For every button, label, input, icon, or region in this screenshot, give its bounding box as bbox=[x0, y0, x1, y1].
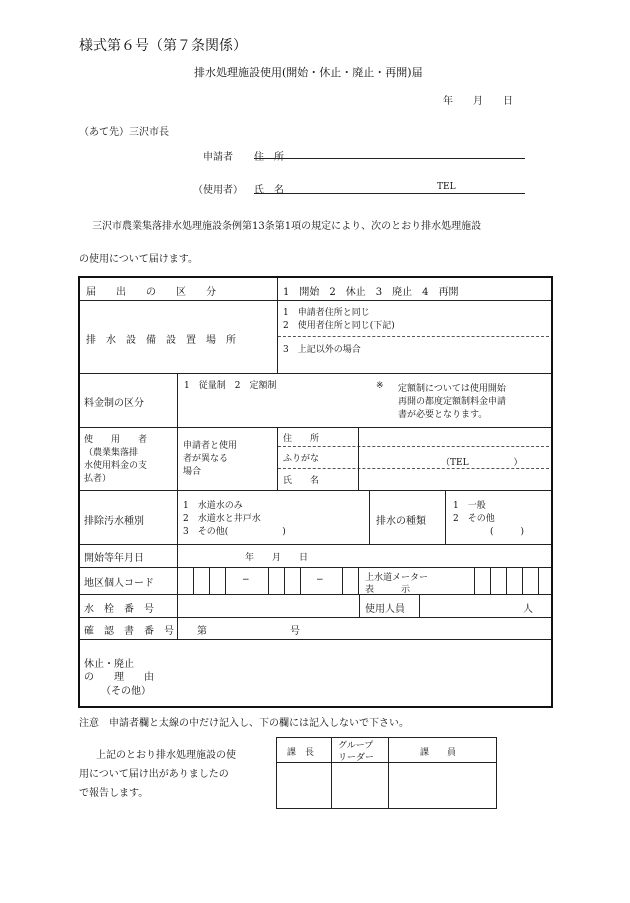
fee-options[interactable]: 1 従量制 2 定額制 bbox=[184, 381, 277, 391]
reason-label-1: 休止・廃止 bbox=[84, 659, 134, 670]
payer-cond-1: 申請者と使用 bbox=[183, 441, 238, 451]
reason-label-2: の 理 由 bbox=[84, 672, 154, 683]
footer-note: 注意 申請者欄と太線の中だけ記入し、下の欄には記入しないで下さい。 bbox=[79, 718, 409, 729]
address-line[interactable] bbox=[254, 158, 525, 159]
payer-cond-2: 者が異なる bbox=[183, 454, 229, 464]
report-line-2: 用について届け出がありましたの bbox=[79, 769, 229, 780]
sewage-option-2[interactable]: 2 水道水と井戸水 bbox=[183, 514, 261, 524]
sewage-label: 排除汚水種別 bbox=[84, 516, 144, 527]
report-line-3: で報告します。 bbox=[79, 788, 149, 799]
user-label: （使用者） bbox=[193, 185, 243, 196]
form-number: 様式第６号（第７条関係） bbox=[79, 38, 247, 54]
confirm-label: 確 認 書 番 号 bbox=[84, 626, 174, 637]
facility-option-2[interactable]: 2 使用者住所と同じ(下記) bbox=[283, 321, 395, 331]
approval-staff: 課 員 bbox=[420, 748, 457, 758]
fee-note-3: 書が必要となります。 bbox=[398, 410, 488, 420]
hydrant-label: 水 栓 番 号 bbox=[84, 604, 154, 615]
applicant-label: 申請者 bbox=[203, 152, 233, 163]
district-code-label: 地区個人コード bbox=[84, 578, 154, 589]
payer-furigana-label: ふりがな bbox=[283, 454, 320, 464]
approval-group-leader-1: グループ bbox=[338, 741, 374, 751]
approval-chief: 課 長 bbox=[287, 748, 315, 758]
body-line-1: 三沢市農業集落排水処理施設条例第13条第1項の規定により、次のとおり排水処理施設 bbox=[92, 221, 482, 232]
meter-label-2: 表 示 bbox=[365, 585, 411, 595]
code-dash-1: − bbox=[242, 575, 250, 585]
payer-tel[interactable]: （TEL ） bbox=[441, 458, 523, 468]
fee-note-mark: ※ bbox=[376, 381, 384, 391]
start-date-value[interactable]: 年 月 日 bbox=[245, 553, 309, 563]
payer-cond-3: 場合 bbox=[183, 467, 202, 477]
date-line: 年 月 日 bbox=[443, 96, 513, 107]
payer-label-4: 払者） bbox=[84, 474, 112, 484]
form-title: 排水処理施設使用(開始・休止・廃止・再開)届 bbox=[194, 66, 423, 79]
payer-label-2: （農業集落排 bbox=[84, 448, 139, 458]
drain-option-2[interactable]: 2 その他 bbox=[453, 514, 495, 524]
approval-group-leader-2: リーダー bbox=[338, 753, 375, 763]
users-unit: 人 bbox=[523, 604, 533, 615]
name-line[interactable] bbox=[254, 193, 525, 194]
notice-type-options[interactable]: 1 開始 2 休止 3 廃止 4 再開 bbox=[283, 287, 459, 298]
payer-address-label: 住 所 bbox=[283, 434, 320, 444]
notice-type-label: 届 出 の 区 分 bbox=[86, 287, 216, 298]
confirm-number: 号 bbox=[290, 626, 300, 637]
meter-label-1: 上水道メーター bbox=[365, 573, 429, 583]
name-label: 氏 名 bbox=[254, 185, 284, 196]
payer-label-3: 水使用料金の支 bbox=[84, 461, 148, 471]
code-dash-2: − bbox=[316, 575, 324, 585]
body-line-2: の使用について届けます。 bbox=[79, 254, 198, 265]
fee-note-1: 定額制については使用開始 bbox=[398, 384, 506, 394]
drain-option-3[interactable]: ( ) bbox=[490, 527, 525, 537]
facility-option-3[interactable]: 3 上記以外の場合 bbox=[283, 345, 361, 355]
fee-label: 料金制の区分 bbox=[84, 398, 144, 409]
users-label: 使用人員 bbox=[365, 604, 405, 615]
drain-type-label: 排水の種類 bbox=[376, 516, 426, 527]
facility-label: 排 水 設 備 設 置 場 所 bbox=[86, 335, 236, 346]
start-date-label: 開始等年月日 bbox=[84, 553, 144, 564]
tel-label: TEL bbox=[437, 182, 456, 192]
fee-note-2: 再開の都度定額制料金申請 bbox=[398, 397, 507, 407]
payer-name-label: 氏 名 bbox=[283, 476, 320, 486]
payer-label-1: 使 用 者 bbox=[84, 435, 148, 445]
sewage-option-1[interactable]: 1 水道水のみ bbox=[183, 501, 243, 511]
reason-label-3: （その他） bbox=[101, 686, 151, 697]
confirm-first: 第 bbox=[197, 626, 207, 637]
addressee: （あて先）三沢市長 bbox=[79, 127, 169, 138]
sewage-option-3[interactable]: 3 その他( ) bbox=[183, 527, 286, 537]
report-line-1: 上記のとおり排水処理施設の使 bbox=[96, 750, 236, 761]
address-label: 住 所 bbox=[254, 152, 284, 163]
drain-option-1[interactable]: 1 一般 bbox=[453, 501, 486, 511]
facility-option-1[interactable]: 1 申請者住所と同じ bbox=[283, 308, 370, 318]
